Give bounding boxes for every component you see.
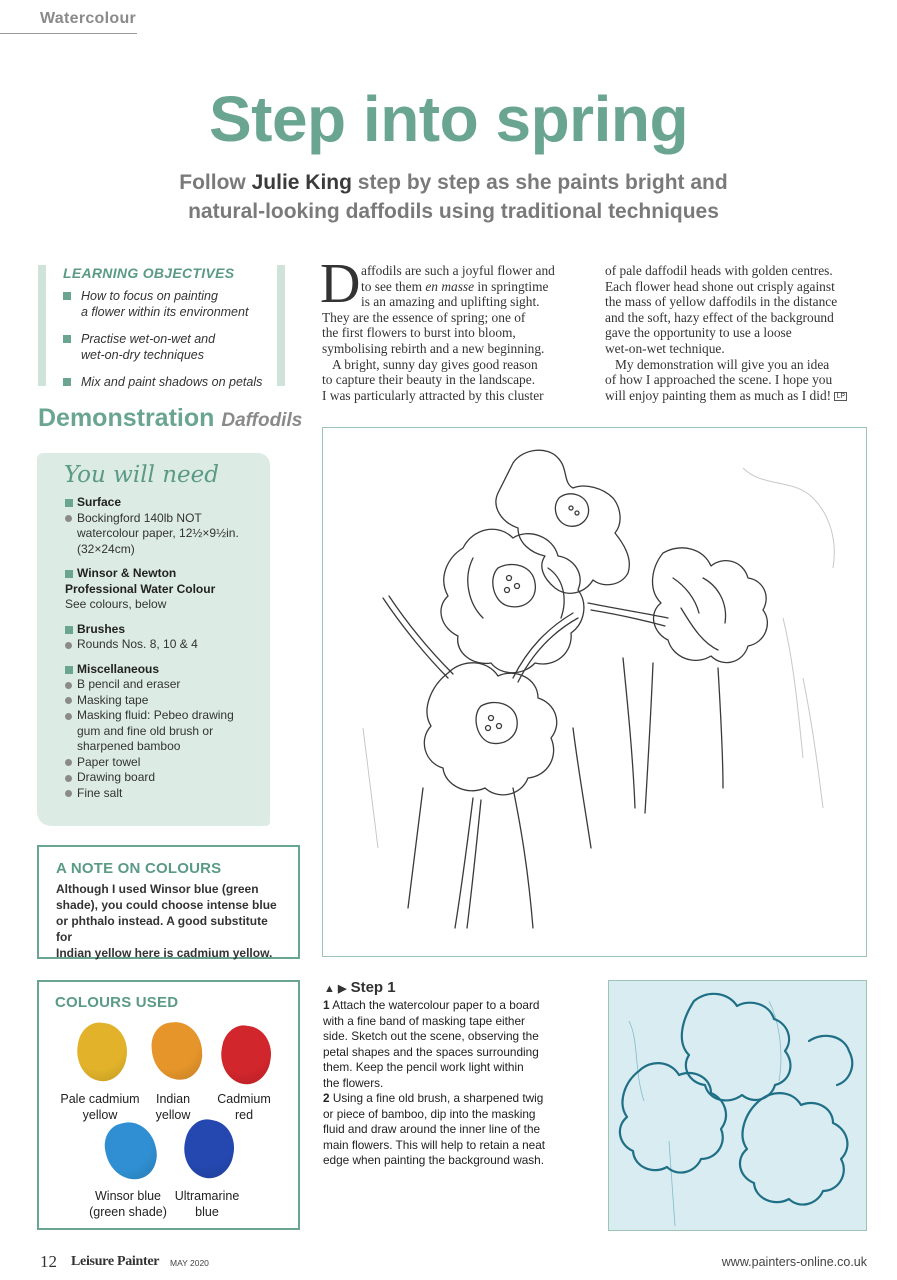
bullet-dot-icon	[65, 682, 72, 689]
bullet-dot-icon	[65, 642, 72, 649]
objective-item: Mix and paint shadows on petals	[63, 374, 278, 390]
objectives-title: LEARNING OBJECTIVES	[63, 265, 235, 281]
objectives-right-bar	[277, 265, 285, 386]
bullet-dot-icon	[65, 759, 72, 766]
author-name: Julie King	[251, 171, 352, 194]
swatch-label: Ultramarine blue	[174, 1189, 240, 1219]
drop-cap: D	[320, 253, 361, 315]
intro-column-1-bottom: They are the essence of spring; one of the first flowers to burst into bloom, symbolising rebirth and a new beginning. A bright, sunny day gives good reason to capture their beauty in the landscape. I was particularly attracted by this cluster	[322, 309, 545, 403]
objective-item: How to focus on painting a flower within its environment	[63, 288, 278, 320]
bullet-square-icon	[65, 626, 73, 634]
materials-item: Masking tape	[65, 693, 265, 709]
subtitle-post-1: step by step as she paints bright and	[351, 171, 728, 194]
objectives-list	[63, 288, 278, 401]
bullet-dot-icon	[65, 713, 72, 720]
objectives-left-bar	[38, 265, 46, 386]
section-tag	[0, 8, 137, 34]
bullet-square-icon	[63, 335, 71, 343]
bullet-square-icon	[65, 666, 73, 674]
materials-category: Winsor & Newton	[65, 566, 265, 582]
section-label: Watercolour	[40, 10, 137, 27]
materials-item: Paper towel	[65, 755, 265, 771]
materials-item: B pencil and eraser	[65, 677, 265, 693]
article-subtitle	[100, 168, 807, 226]
demonstration-label: Demonstration	[38, 404, 215, 432]
bullet-square-icon	[63, 378, 71, 386]
materials-title: You will need	[64, 462, 219, 488]
bullet-square-icon	[65, 499, 73, 507]
step-arrows-icon: ▲ ▶	[324, 983, 347, 995]
website-link[interactable]: www.painters-online.co.uk	[721, 1255, 867, 1269]
masking-fluid-image	[608, 980, 867, 1231]
bullet-square-icon	[63, 292, 71, 300]
article-title: Step into spring	[208, 83, 689, 155]
bullet-dot-icon	[65, 790, 72, 797]
bullet-dot-icon	[65, 697, 72, 704]
subtitle-post-2: natural-looking daffodils using traditional techniques	[188, 200, 719, 223]
intro-column-2: of pale daffodil heads with golden centres. Each flower head shone out crisply against the mass of yellow daffodils in the distance and the soft, hazy effect of the background gave the opportunity to use a loose wet-on-wet technique. My demonstration will give you an idea of how I approached the scene. I hope you will enjoy painting them as much as I did! LP	[605, 263, 846, 403]
materials-category: Surface	[65, 495, 265, 511]
magazine-name: Leisure Painter	[71, 1254, 160, 1269]
materials-list	[65, 495, 265, 801]
bullet-square-icon	[65, 570, 73, 578]
end-mark-icon: LP	[836, 392, 846, 400]
materials-item: Rounds Nos. 8, 10 & 4	[65, 637, 265, 653]
step-heading: ▲ ▶ Step 1	[324, 979, 396, 996]
demonstration-heading	[38, 404, 302, 433]
materials-item: Masking fluid: Pebeo drawing gum and fine old brush or sharpened bamboo	[65, 708, 265, 755]
bullet-dot-icon	[65, 515, 72, 522]
swatch-label: Pale cadmium yellow	[60, 1092, 140, 1122]
issue-date: MAY 2020	[170, 1258, 209, 1268]
demonstration-subject: Daffodils	[221, 410, 303, 431]
materials-item: Fine salt	[65, 786, 265, 802]
materials-category: Brushes	[65, 622, 265, 638]
colours-title: COLOURS USED	[55, 994, 179, 1011]
intro-column-1-top: affodils are such a joyful flower and to see them en masse in springtime is an amazing and uplifting sight.	[361, 263, 555, 310]
materials-item: Bockingford 140lb NOT watercolour paper, 12½×9½in. (32×24cm)	[65, 511, 265, 558]
masking-outline-drawing	[609, 981, 866, 1230]
step-text: 1 Attach the watercolour paper to a board with a fine band of masking tape either side. Sketch out the scene, observing the petal shapes and the spaces surrounding them. Keep the pencil work light within the flowers. 2 Using a fine old brush, a sharpened twig or piece of bamboo, dip into the masking fluid and draw around the inner line of the main flowers. This will help to retain a neat edge when painting the background wash.	[323, 998, 546, 1167]
materials-item: Drawing board	[65, 770, 265, 786]
page-number: 12	[40, 1252, 57, 1271]
objective-item: Practise wet-on-wet and wet-on-dry techniques	[63, 331, 278, 363]
materials-category: Miscellaneous	[65, 662, 265, 678]
swatch-label: Cadmium red	[217, 1092, 271, 1122]
materials-category: Professional Water Colour	[65, 581, 216, 596]
bullet-dot-icon	[65, 775, 72, 782]
swatch-label: Indian yellow	[155, 1092, 191, 1122]
daffodil-sketch-drawing	[323, 428, 866, 956]
note-title: A NOTE ON COLOURS	[56, 860, 222, 877]
materials-note: See colours, below	[65, 597, 167, 611]
note-text: Although I used Winsor blue (green shade), you could choose intense blue or phthalo instead. A good substitute for Indian yellow here is cadmium yellow.	[56, 882, 277, 960]
subtitle-pre: Follow	[179, 171, 252, 194]
swatch-label: Winsor blue (green shade)	[89, 1189, 167, 1219]
pencil-sketch-image	[322, 427, 867, 957]
